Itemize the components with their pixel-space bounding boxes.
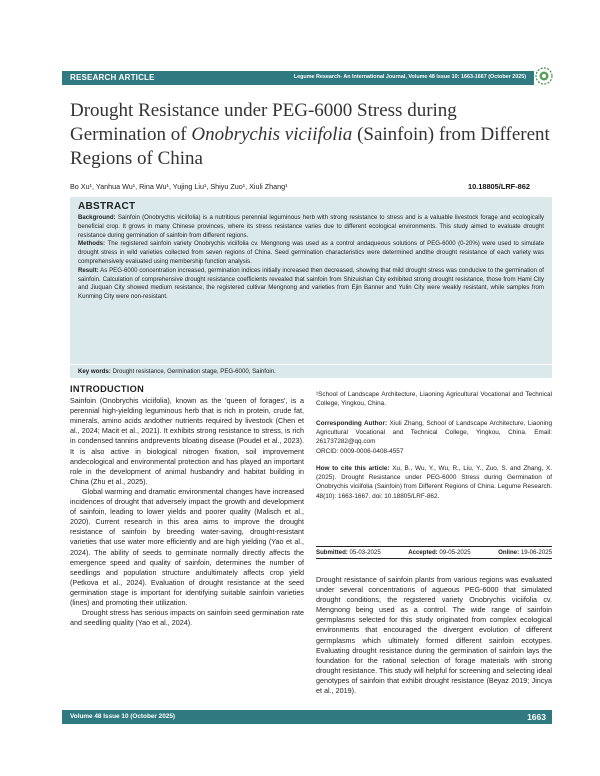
abstract-background: Background: Sainfoin (Onobrychis viciifolia) is a nutritious perennial leguminous herb with strong resistance to stress and is a valuable livestock forage and ecologically beneficial crop. It grows in many Chinese provinces, where its stress resistance varies due to different ecological environments. This study aimed to evaluate drought resistance during germination of sainfoin from different regions. (78, 214, 544, 239)
intro-paragraph-3: Drought stress has serious impacts on sainfoin seed germination rate and seedling quality (Yao et al., 2024). (70, 608, 304, 628)
affiliation: ¹School of Landscape Architecture, Liaoning Agricultural Vocational and Technical College, Yingkou, China. (316, 391, 552, 407)
article-dates (316, 546, 552, 559)
body-paragraph-right: Drought resistance of sainfoin plants from various regions was evaluated under several concentrations of aqueous PEG-6000 that simulated drought conditions, the registered variety Onobrychis viciifolia cv. Mengnong being used as a control. The wide range of sainfoin germplasms selected for this study originated from complex ecological environments that encouraged the divergent evolution of different germplasms which ultimately formed different sainfoin ecotypes. Evaluating drought resistance during the germination of sainfoin lays the foundation for the rational selection of forage materials with strong drought resistance. This study will helpful for screening and selecting ideal genotypes of sainfoin that exhibit drought resistance (Beyaz 2019; Jincya et al., 2019). (316, 575, 552, 696)
accepted-date: Accepted: 09-05-2025 (408, 549, 471, 556)
intro-paragraph-2: Global warming and dramatic environmental changes have increased incidences of drought that adversely impact the growth and development of sainfoin, leading to lower yields and poorer quality (Malisch et al., 2020). Current research in this area aims to improve the drought resistance of sainfoin by breeding water-saving, drought-resistant varieties that use water more efficiently and are high yielding (Yao et al., 2024). The ability of seeds to germinate normally directly affects the emergence speed and quality of sainfoin, determines the number of seedlings and population structure andultimately affects crop yield (Petkova et al., 2024). Evaluation of drought resistance at the seed germination stage is important for identifying suitable sainfoin varieties (lines) and promoting their utilization. (70, 486, 304, 607)
submitted-date: Submitted: 05-03-2025 (316, 549, 381, 556)
journal-logo-icon (534, 66, 554, 86)
citation-block: How to cite this article: Xu, B., Wu, Y., Wu, R., Liu, Y., Zuo, S. and Zhang, X. (2025). Drought Resistance under PEG-6000 Stress during Germination of Onobrychis viciifolia (Sainfoin) from Different Regions of China. Legume Research. 48(10): 1663-1667. doi: 10.18805/LRF-862. (316, 465, 552, 500)
abstract-box (70, 197, 552, 375)
abstract-heading: ABSTRACT (78, 201, 136, 212)
online-date: Online: 19-06-2025 (498, 549, 552, 556)
header-bar (62, 71, 534, 85)
article-title: Drought Resistance under PEG-6000 Stress during Germination of Onobrychis viciifolia (Sainfoin) from Different Regions of China (70, 100, 550, 169)
introduction-heading: INTRODUCTION (70, 384, 145, 394)
corresponding-author: Corresponding Author: Xiuli Zhang, School of Landscape Architecture, Liaoning Agricultural Vocational and Technical College, Yingkou, China. Email: 261737282@qq.com ORCID: 0009-0006-0408-4557 (316, 420, 552, 455)
journal-citation: Legume Research- An International Journal, Volume 48 Issue 10: 1663-1667 (October 2025) (293, 74, 526, 80)
orcid[interactable]: ORCID: 0009-0006-0408-4557 (316, 447, 404, 455)
keywords: Key words: Drought resistance, Germination stage, PEG-6000, Sainfoin. (70, 364, 552, 378)
author-list: Bo Xu¹, Yanhua Wu¹, Rina Wu¹, Yujing Liu¹, Shiyu Zuo¹, Xiuli Zhang¹ (70, 182, 288, 191)
page-number: 1663 (527, 712, 546, 722)
abstract-methods: Methods: The registered sainfoin variety Onobrychis viciifolia cv. Mengnong was used as a control andaqueous solutions of PEG-6000 (0-20%) were used to simulate drought stress in wild varieties collected from seven regions of China. Seed germination characteristics were determined andthe drought resistance of each variety was comprehensively evaluated using membership function analysis. (78, 240, 544, 265)
intro-paragraph-1: Sainfoin (Onobrychis viciifolia), known as the 'queen of forages', is a perennial high-yielding leguminous herb that is rich in protein, crude fat, minerals, amino acids andother nutrients required by livestock (Chen et al., 2024; Macit et al., 2021). It exhibits strong resistance to stress, is rich in condensed tannins andprevents bloating disease (Poudel et al., 2023). It is also active in biological nitrogen fixation, soil improvement andecological and environmental protection and has played an important role in the development of animal husbandry and habitat building in China (Zhu et al., 2025). (70, 396, 304, 486)
footer-issue: Volume 48 Issue 10 (October 2025) (70, 713, 176, 720)
abstract-result: Result: As PEG-6000 concentration increased, germination indices initially increased then decreased, showing that mild drought stress was conducive to the germination of sainfoin. Calculation of comprehensive drought resistance coefficients revealed that sainfoin from Shizuishan City exhibited strong drought resistance, those from Hami City and Jiuquan City showed medium resistance, the registered cultivar Mengnong and varieties from Ejin Banner and Yulin City were weakly resistant, while samples from Kunming City were non-resistant. (78, 266, 544, 301)
section-label: RESEARCH ARTICLE (70, 73, 155, 82)
introduction-column (70, 384, 304, 628)
doi[interactable]: 10.18805/LRF-862 (467, 182, 530, 191)
footer-bar (62, 710, 552, 724)
